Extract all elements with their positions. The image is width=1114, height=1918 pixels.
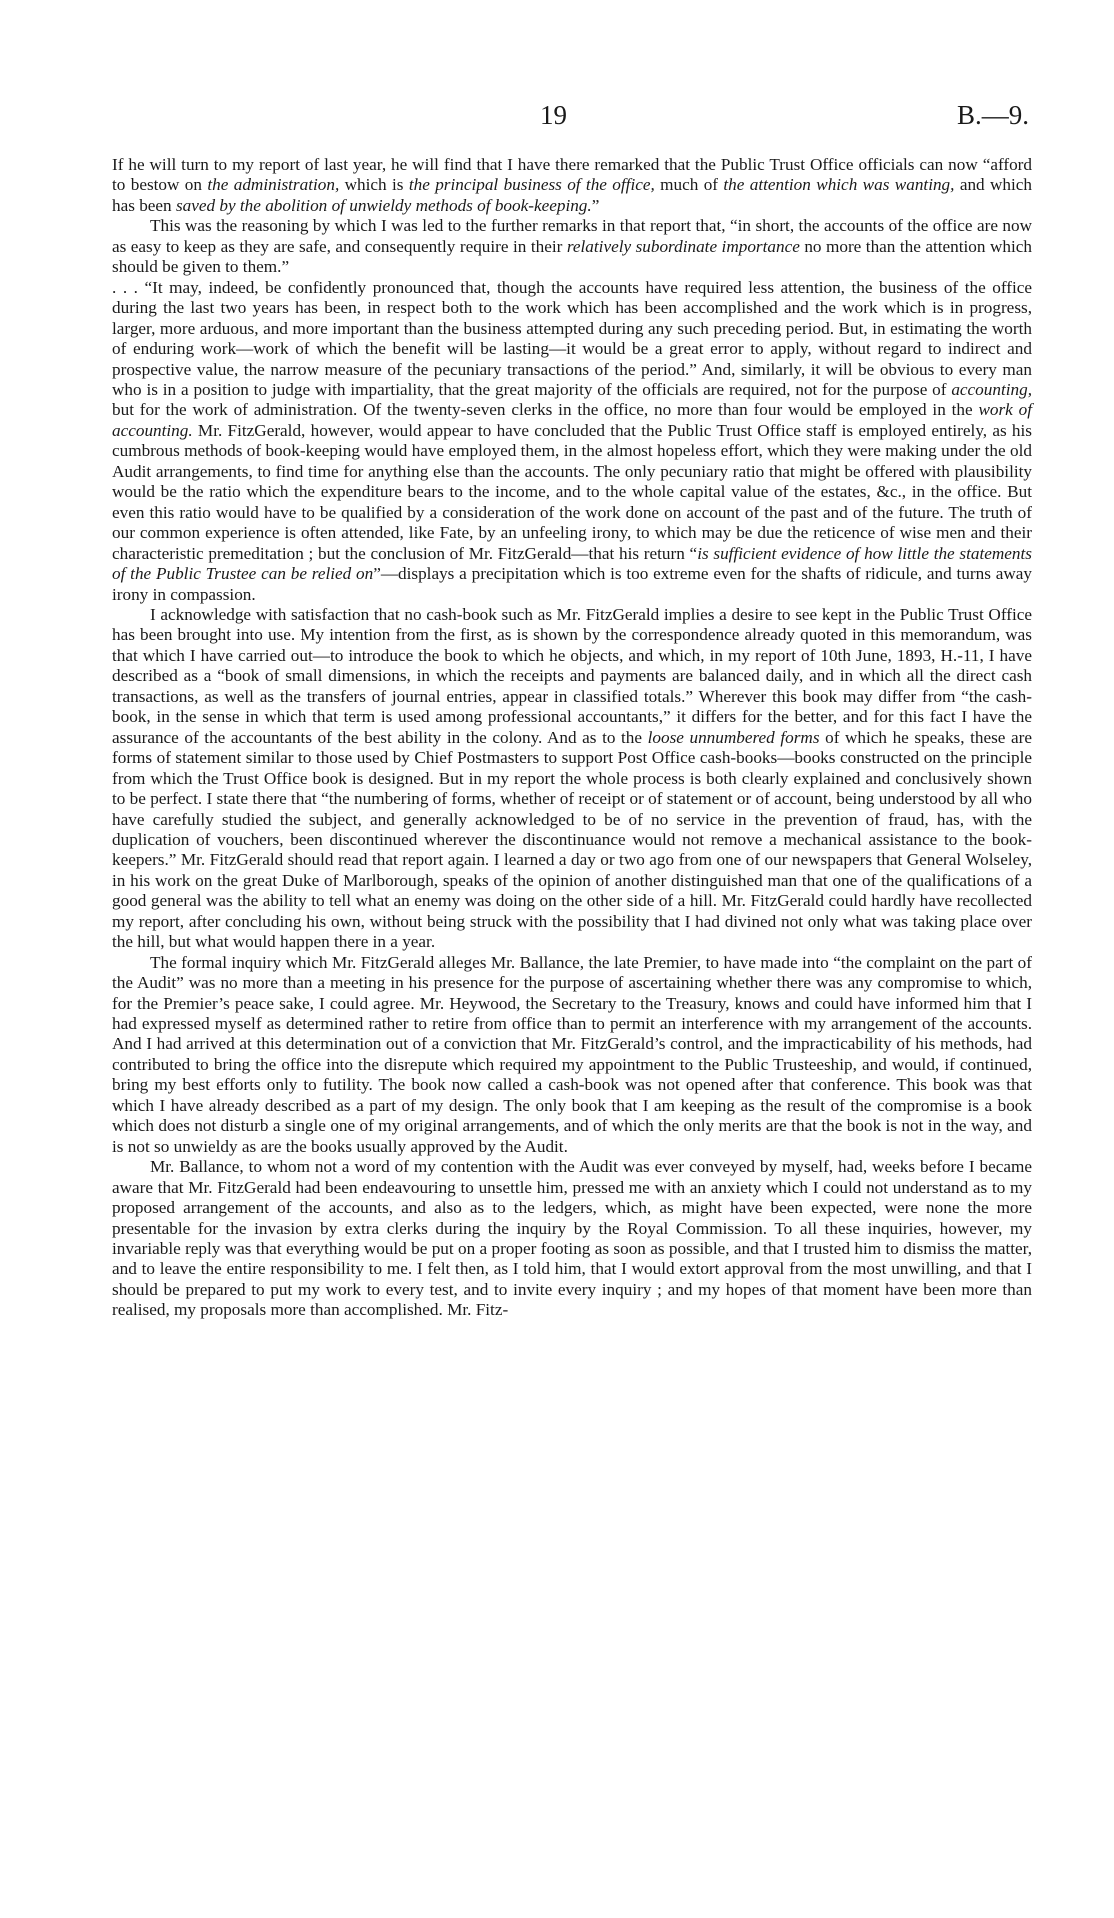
page-number: 19 [540,100,567,130]
italic-text: is sufficient evidence of how little the statements of the Public Trustee can be relied on [112,543,1032,584]
paragraph [112,216,1032,277]
text-run: This was the reasoning by which I was led to the further remarks in that report that, “in short, the accounts of the office are now as easy to keep as they are safe, and consequently require in their [112,216,1032,256]
text-run: much of [654,175,724,195]
text-run: of which he speaks, these are forms of statement similar to those used by Chief Postmasters to support Post Office cash-books—books constructed on the principle from which the Trust Office book is designed. But in my report the whole process is both clearly explained and conclusively shown to be perfect. I state there that “the numbering of forms, whether of receipt or of statement or of account, being understood by all who have carefully studied the subject, and generally acknowledged to be of no service in the prevention of fraud, has, with the duplication of vouchers, been discontinued wherever the discontinuance would not remove a mechanical assistance to the book-keepers.” Mr. FitzGerald should read that report again. I learned a day or two ago from one of our newspapers that General Wolseley, in his work on the great Duke of Marlborough, speaks of the opinion of another distinguished man that one of the qualifications of a good general was the ability to tell what an enemy was doing on the other side of a hill. Mr. FitzGerald could hardly have recollected my report, after concluding his own, without being struck with the possibility that I had divined not only what was taking place over the hill, but what would happen there in a year. [112,727,1032,952]
italic-text: the attention which was wanting, [723,175,955,195]
italic-text: work of accounting. [112,400,1032,440]
italic-text: relatively subordinate importance [566,236,800,256]
text-run: ” [591,195,600,215]
paragraph [112,155,1032,216]
text-run: ”—displays a precipitation which is too extreme even for the shafts of ridicule, and turns away irony in compassion. [112,564,1032,604]
text-run: . . . “It may, indeed, be confidently pronounced that, though the accounts have required less attention, the business of the office during the last two years has been, in respect both to the work which has been accomplished and the work which is in progress, larger, more arduous, and more important than the business attempted during any such preceding period. But, in estimating the worth of enduring work—work of which the benefit will be lasting—it would be a great error to apply, without regard to indirect and prospective value, the narrow measure of the pecuniary transactions of the period.” And, similarly, it will be obvious to every man who is in a position to judge with impartiality, that the great majority of the officials are required, not for the purpose of [112,277,1032,399]
text-run: I acknowledge with satisfaction that no cash-book such as Mr. FitzGerald implies a desire to see kept in the Public Trust Office has been brought into use. My intention from the first, as is shown by the correspondence already quoted in this memorandum, was that which I have carried out—to introduce the book to which he objects, and which, in my report of 10th June, 1893, H.-11, I have described as a “book of small dimensions, in which the receipts and payments are balanced daily, and in which all the direct cash transactions, as well as the transfers of journal entries, appear in classified totals.” Wherever this book may differ from “the cash-book, in the sense in which that term is used among professional accountants,” it differs for the better, and for this fact I have the assurance of the accountants of the best ability in the colony. And as to the [112,604,1032,747]
paragraph [112,605,1032,953]
italic-text: the administration, [207,175,340,195]
document-reference: B.—9. [956,100,1029,130]
page-header [0,100,1114,140]
italic-text: accounting, [951,379,1032,399]
body-text [112,155,1032,1321]
text-run: but for the work of administration. Of the twenty-seven clerks in the office, no more than four would be employed in the [112,400,979,420]
italic-text: the principal business of the office, [408,175,655,195]
text-run: Mr. Ballance, to whom not a word of my contention with the Audit was ever conveyed by myself, had, weeks before I became aware that Mr. FitzGerald had been endeavouring to unsettle him, pressed me with an anxiety which I could not understand as to my proposed arrangement of the accounts, and also as to the ledgers, which, as might have been expected, were none the more presentable for the invasion by extra clerks during the inquiry by the Royal Commission. To all these inquiries, however, my invariable reply was that everything would be put on a proper footing as soon as possible, and that I trusted him to dismiss the matter, and to leave the entire responsibility to me. I felt then, as I told him, that I would extort approval from the most unwilling, and that I should be prepared to put my work to every test, and to invite every inquiry ; and my hopes of that moment have been more than realised, my proposals more than accomplished. Mr. Fitz- [112,1157,1032,1320]
paragraph [112,1157,1032,1321]
paragraph [112,953,1032,1158]
text-run: The formal inquiry which Mr. FitzGerald alleges Mr. Ballance, the late Premier, to have made into “the complaint on the part of the Audit” was no more than a meeting in his presence for the purpose of ascertaining whether there was any compromise to which, for the Premier’s peace sake, I could agree. Mr. Heywood, the Secretary to the Treasury, knows and could have informed him that I had expressed myself as determined rather to retire from office than to permit an interference with my arrangement of the accounts. And I had arrived at this determination out of a conviction that Mr. FitzGerald’s control, and the impracticability of his methods, had contributed to bring the office into the disrepute which required my appointment to the Public Trusteeship, and would, if continued, bring my best efforts only to futility. The book now called a cash-book was not opened after that conference. This book was that which I have already described as a part of my design. The only book that I am keeping as the result of the compromise is a book which does not disturb a single one of my original arrangements, and of which the only merits are that the book is not in the way, and is not so unwieldy as are the books usually approved by the Audit. [112,952,1032,1156]
text-run: which is [339,175,409,195]
italic-text: saved by the abolition of unwieldy methods of book-keeping. [175,195,592,215]
text-run: Mr. FitzGerald, however, would appear to have concluded that the Public Trust Office staff is employed entirely, as his cumbrous methods of book-keeping would have employed them, in the almost hopeless effort, which they were making under the old Audit arrangements, to find time for anything else than the accounts. The only pecuniary ratio that might be offered with plausibility would be the ratio which the expenditure bears to the income, and to the whole capital value of the estates, &c., in the office. But even this ratio would have to be qualified by a consideration of the work done on account of the past and of the future. The truth of our common experience is often attended, like Fate, by an unfeeling irony, to which may be due the reticence of wise men and their characteristic premeditation ; but the conclusion of Mr. FitzGerald—that his return “ [112,420,1032,563]
paragraph [112,278,1032,605]
text-run: If he will turn to my report of last year, he will find that I have there remarked that the Public Trust Office officials can now “afford to bestow on [112,155,1032,195]
italic-text: loose unnumbered forms [647,727,820,747]
text-run: and which has been [112,175,1033,215]
text-run: no more than the attention which should be given to them.” [112,236,1032,277]
